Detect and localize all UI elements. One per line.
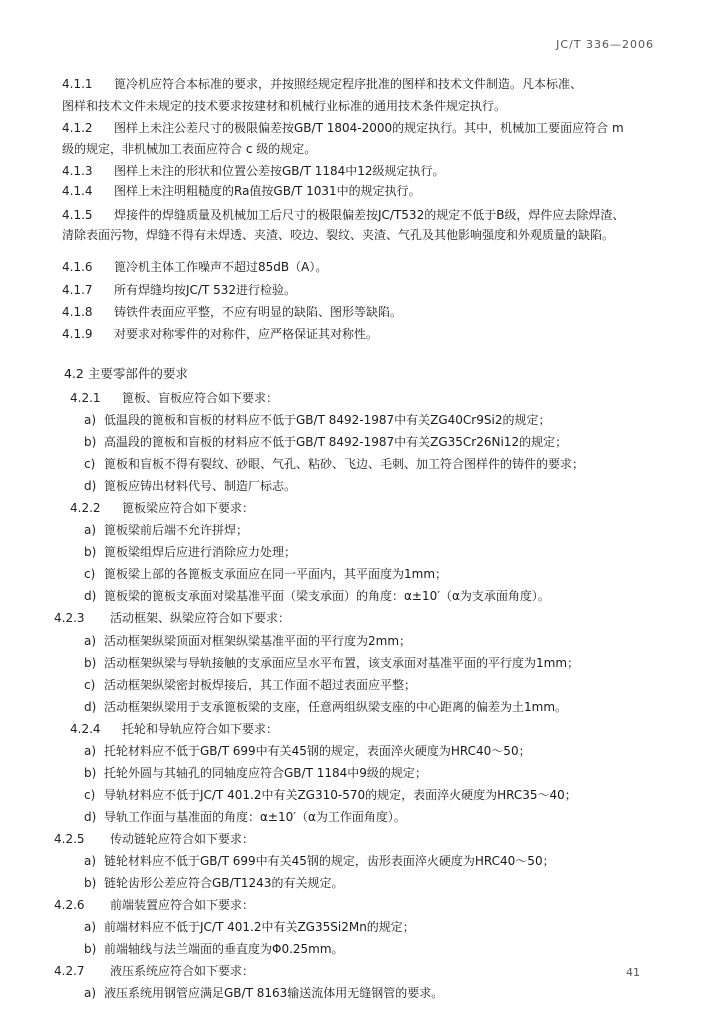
clause-number: 4.1.8 <box>62 305 93 319</box>
text-line <box>84 544 296 560</box>
clause-number: 4.1.4 <box>62 184 93 198</box>
clause-text: 活动框架纵梁顶面对框架纵梁基准平面的平行度为2mm； <box>104 634 412 648</box>
clause-number: 4.2.6 <box>54 898 85 912</box>
clause-text: 图样和技术文件未规定的技术要求按建材和机械行业标准的通用技术条件规定执行。 <box>62 99 507 113</box>
text-line <box>84 985 443 1001</box>
clause-number: b) <box>84 656 97 670</box>
clause-number: 4.2.7 <box>54 964 85 978</box>
clause-number: 4.2.3 <box>54 611 85 625</box>
text-line <box>54 610 290 626</box>
clause-number: 4.1.9 <box>62 327 93 341</box>
clause-number: 4.2.5 <box>54 832 85 846</box>
clause-text: 链轮材料应不低于GB/T 699中有关45钢的规定，齿形表面淬火硬度为HRC40～50； <box>104 854 555 868</box>
clause-number: 4.1.2 <box>62 121 93 135</box>
clause-number: a) <box>84 634 97 648</box>
text-line <box>84 588 550 604</box>
clause-text: 图样上未注公差尺寸的极限偏差按GB/T 1804-2000的规定执行。其中，机械加工要面应符合 m <box>114 121 624 135</box>
clause-text: 导轨工作面与基准面的角度：α±10′（α为工作面角度）。 <box>104 810 406 824</box>
text-line <box>84 787 577 803</box>
clause-text: 液压系统应符合如下要求： <box>110 964 255 978</box>
clause-text: 前端材料应不低于JC/T 401.2中有关ZG35Si2Mn的规定； <box>104 920 415 934</box>
clause-text: 托轮材料应不低于GB/T 699中有关45钢的规定，表面淬火硬度为HRC40～50； <box>104 744 531 758</box>
text-line <box>62 282 296 298</box>
clause-number: d) <box>84 700 97 714</box>
clause-text: 所有焊缝均按JC/T 532进行检验。 <box>114 283 297 297</box>
clause-text: 活动框架纵梁密封板焊接后，其工作面不超过表面应平整； <box>104 678 417 692</box>
clause-number: b) <box>84 545 97 559</box>
text-line <box>84 809 406 825</box>
clause-text: 图样上未注的形状和位置公差按GB/T 1184中12级规定执行。 <box>114 164 445 178</box>
clause-text: 活动框架纵梁与导轨接触的支承面应呈水平布置，该支承面对基准平面的平行度为1mm； <box>104 656 580 670</box>
text-line <box>84 919 415 935</box>
clause-text: 篦冷机主体工作噪声不超过85dB（A）。 <box>114 260 328 274</box>
clause-text: 托轮外圆与其轴孔的同轴度应符合GB/T 1184中9级的规定； <box>104 766 427 780</box>
clause-text: 液压系统用钢管应满足GB/T 8163输送流体用无缝钢管的要求。 <box>104 986 444 1000</box>
clause-text: 活动框架、纵梁应符合如下要求： <box>110 611 291 625</box>
text-line <box>62 183 421 199</box>
text-line <box>84 412 550 428</box>
text-line <box>62 227 614 243</box>
standard-code-header: JC/T 336—2006 <box>556 38 654 51</box>
text-line <box>84 941 344 957</box>
clause-number: d) <box>84 810 97 824</box>
text-line <box>84 566 447 582</box>
clause-text: 篦板梁应符合如下要求： <box>122 501 255 515</box>
clause-text: 对要求对称零件的对称件，应严格保证其对称性。 <box>114 327 379 341</box>
section-4-2-title: 4.2 主要零部件的要求 <box>64 366 188 381</box>
clause-number: a) <box>84 413 97 427</box>
text-line <box>84 677 416 693</box>
clause-text: 篦板梁组焊后应进行消除应力处理； <box>104 545 297 559</box>
text-line <box>62 120 624 136</box>
clause-text: 链轮齿形公差应符合GB/T1243的有关规定。 <box>104 876 344 890</box>
clause-number: d) <box>84 479 97 493</box>
text-line <box>70 721 278 737</box>
clause-number: 4.2.4 <box>70 722 101 736</box>
text-line <box>62 76 582 92</box>
text-line <box>84 633 411 649</box>
clause-number: 4.2.2 <box>70 501 101 515</box>
text-line <box>84 478 296 494</box>
clause-text: 铸铁件表面应平整，不应有明显的缺陷、图形等缺陷。 <box>114 305 403 319</box>
clause-text: 篦板和盲板不得有裂纹、砂眼、气孔、粘砂、飞边、毛刺、加工符合图样件的铸件的要求； <box>104 457 585 471</box>
clause-number: 4.1.6 <box>62 260 93 274</box>
text-line <box>84 743 531 759</box>
clause-number: d) <box>84 589 97 603</box>
text-line <box>62 141 316 157</box>
clause-text: 级的规定，非机械加工表面应符合 c 级的规定。 <box>62 142 317 156</box>
clause-number: 4.1.3 <box>62 164 93 178</box>
clause-number: a) <box>84 986 97 1000</box>
clause-text: 篦板梁前后端不允许拼焊； <box>104 523 249 537</box>
clause-number: c) <box>84 567 96 581</box>
clause-number: 4.2.1 <box>70 391 101 405</box>
page-number: 41 <box>626 966 640 979</box>
clause-number: a) <box>84 744 97 758</box>
clause-text: 活动框架纵梁用于支承篦板梁的支座，任意两组纵梁支座的中心距离的偏差为土1mm。 <box>104 700 568 714</box>
text-line <box>62 259 327 275</box>
clause-text: 前端装置应符合如下要求： <box>110 898 255 912</box>
clause-text: 篦板梁的篦板支承面对梁基准平面（梁支承面）的角度：α±10′（α为支承面角度）。 <box>104 589 550 603</box>
text-line <box>54 831 254 847</box>
clause-number: 4.1.5 <box>62 208 93 222</box>
text-line <box>54 897 254 913</box>
text-line <box>70 500 254 516</box>
text-line <box>84 699 567 715</box>
clause-number: c) <box>84 788 96 802</box>
text-line <box>84 875 343 891</box>
text-line <box>62 304 402 320</box>
clause-number: b) <box>84 942 97 956</box>
text-line <box>54 963 254 979</box>
clause-text: 篦板应铸出材料代号、制造厂标志。 <box>104 479 297 493</box>
clause-text: 低温段的篦板和盲板的材料应不低于GB/T 8492-1987中有关ZG40Cr9Si2的规定； <box>104 413 551 427</box>
text-line <box>84 853 555 869</box>
clause-number: a) <box>84 920 97 934</box>
clause-text: 图样上未注明粗糙度的Ra值按GB/T 1031中的规定执行。 <box>114 184 421 198</box>
text-line <box>62 207 624 223</box>
clause-text: 清除表面污物，焊缝不得有未焊透、夹渣、咬边、裂纹、夹渣、气孔及其他影响强度和外观质量的缺陷。 <box>62 228 615 242</box>
text-line <box>84 434 567 450</box>
clause-text: 焊接件的焊缝质量及机械加工后尺寸的极限偏差按JC/T532的规定不低于B级，焊件应去除焊渣、 <box>114 208 625 222</box>
clause-number: 4.1.1 <box>62 77 93 91</box>
clause-number: a) <box>84 854 97 868</box>
clause-text: 篦板、盲板应符合如下要求： <box>122 391 279 405</box>
clause-number: b) <box>84 766 97 780</box>
clause-number: b) <box>84 435 97 449</box>
clause-text: 篦板梁上部的各篦板支承面应在同一平面内，其平面度为1mm； <box>104 567 448 581</box>
clause-number: b) <box>84 876 97 890</box>
text-line <box>84 655 579 671</box>
text-line <box>84 765 427 781</box>
clause-text: 导轨材料应不低于JC/T 401.2中有关ZG310-570的规定，表面淬火硬度为HRC35～40； <box>104 788 577 802</box>
clause-text: 传动链轮应符合如下要求： <box>110 832 255 846</box>
clause-text: 前端轴线与法兰端面的垂直度为Φ0.25mm。 <box>104 942 344 956</box>
clause-number: c) <box>84 457 96 471</box>
text-line <box>62 326 378 342</box>
text-line <box>70 390 278 406</box>
clause-text: 托轮和导轨应符合如下要求： <box>122 722 279 736</box>
clause-number: 4.1.7 <box>62 283 93 297</box>
clause-number: a) <box>84 523 97 537</box>
text-line <box>62 98 506 114</box>
text-line <box>84 456 584 472</box>
clause-number: c) <box>84 678 96 692</box>
clause-text: 篦冷机应符合本标准的要求，并按照经规定程序批准的图样和技术文件制造。凡本标准、 <box>114 77 583 91</box>
text-line <box>62 163 445 179</box>
text-line <box>84 522 248 538</box>
clause-text: 高温段的篦板和盲板的材料应不低于GB/T 8492-1987中有关ZG35Cr26Ni12的规定； <box>104 435 568 449</box>
